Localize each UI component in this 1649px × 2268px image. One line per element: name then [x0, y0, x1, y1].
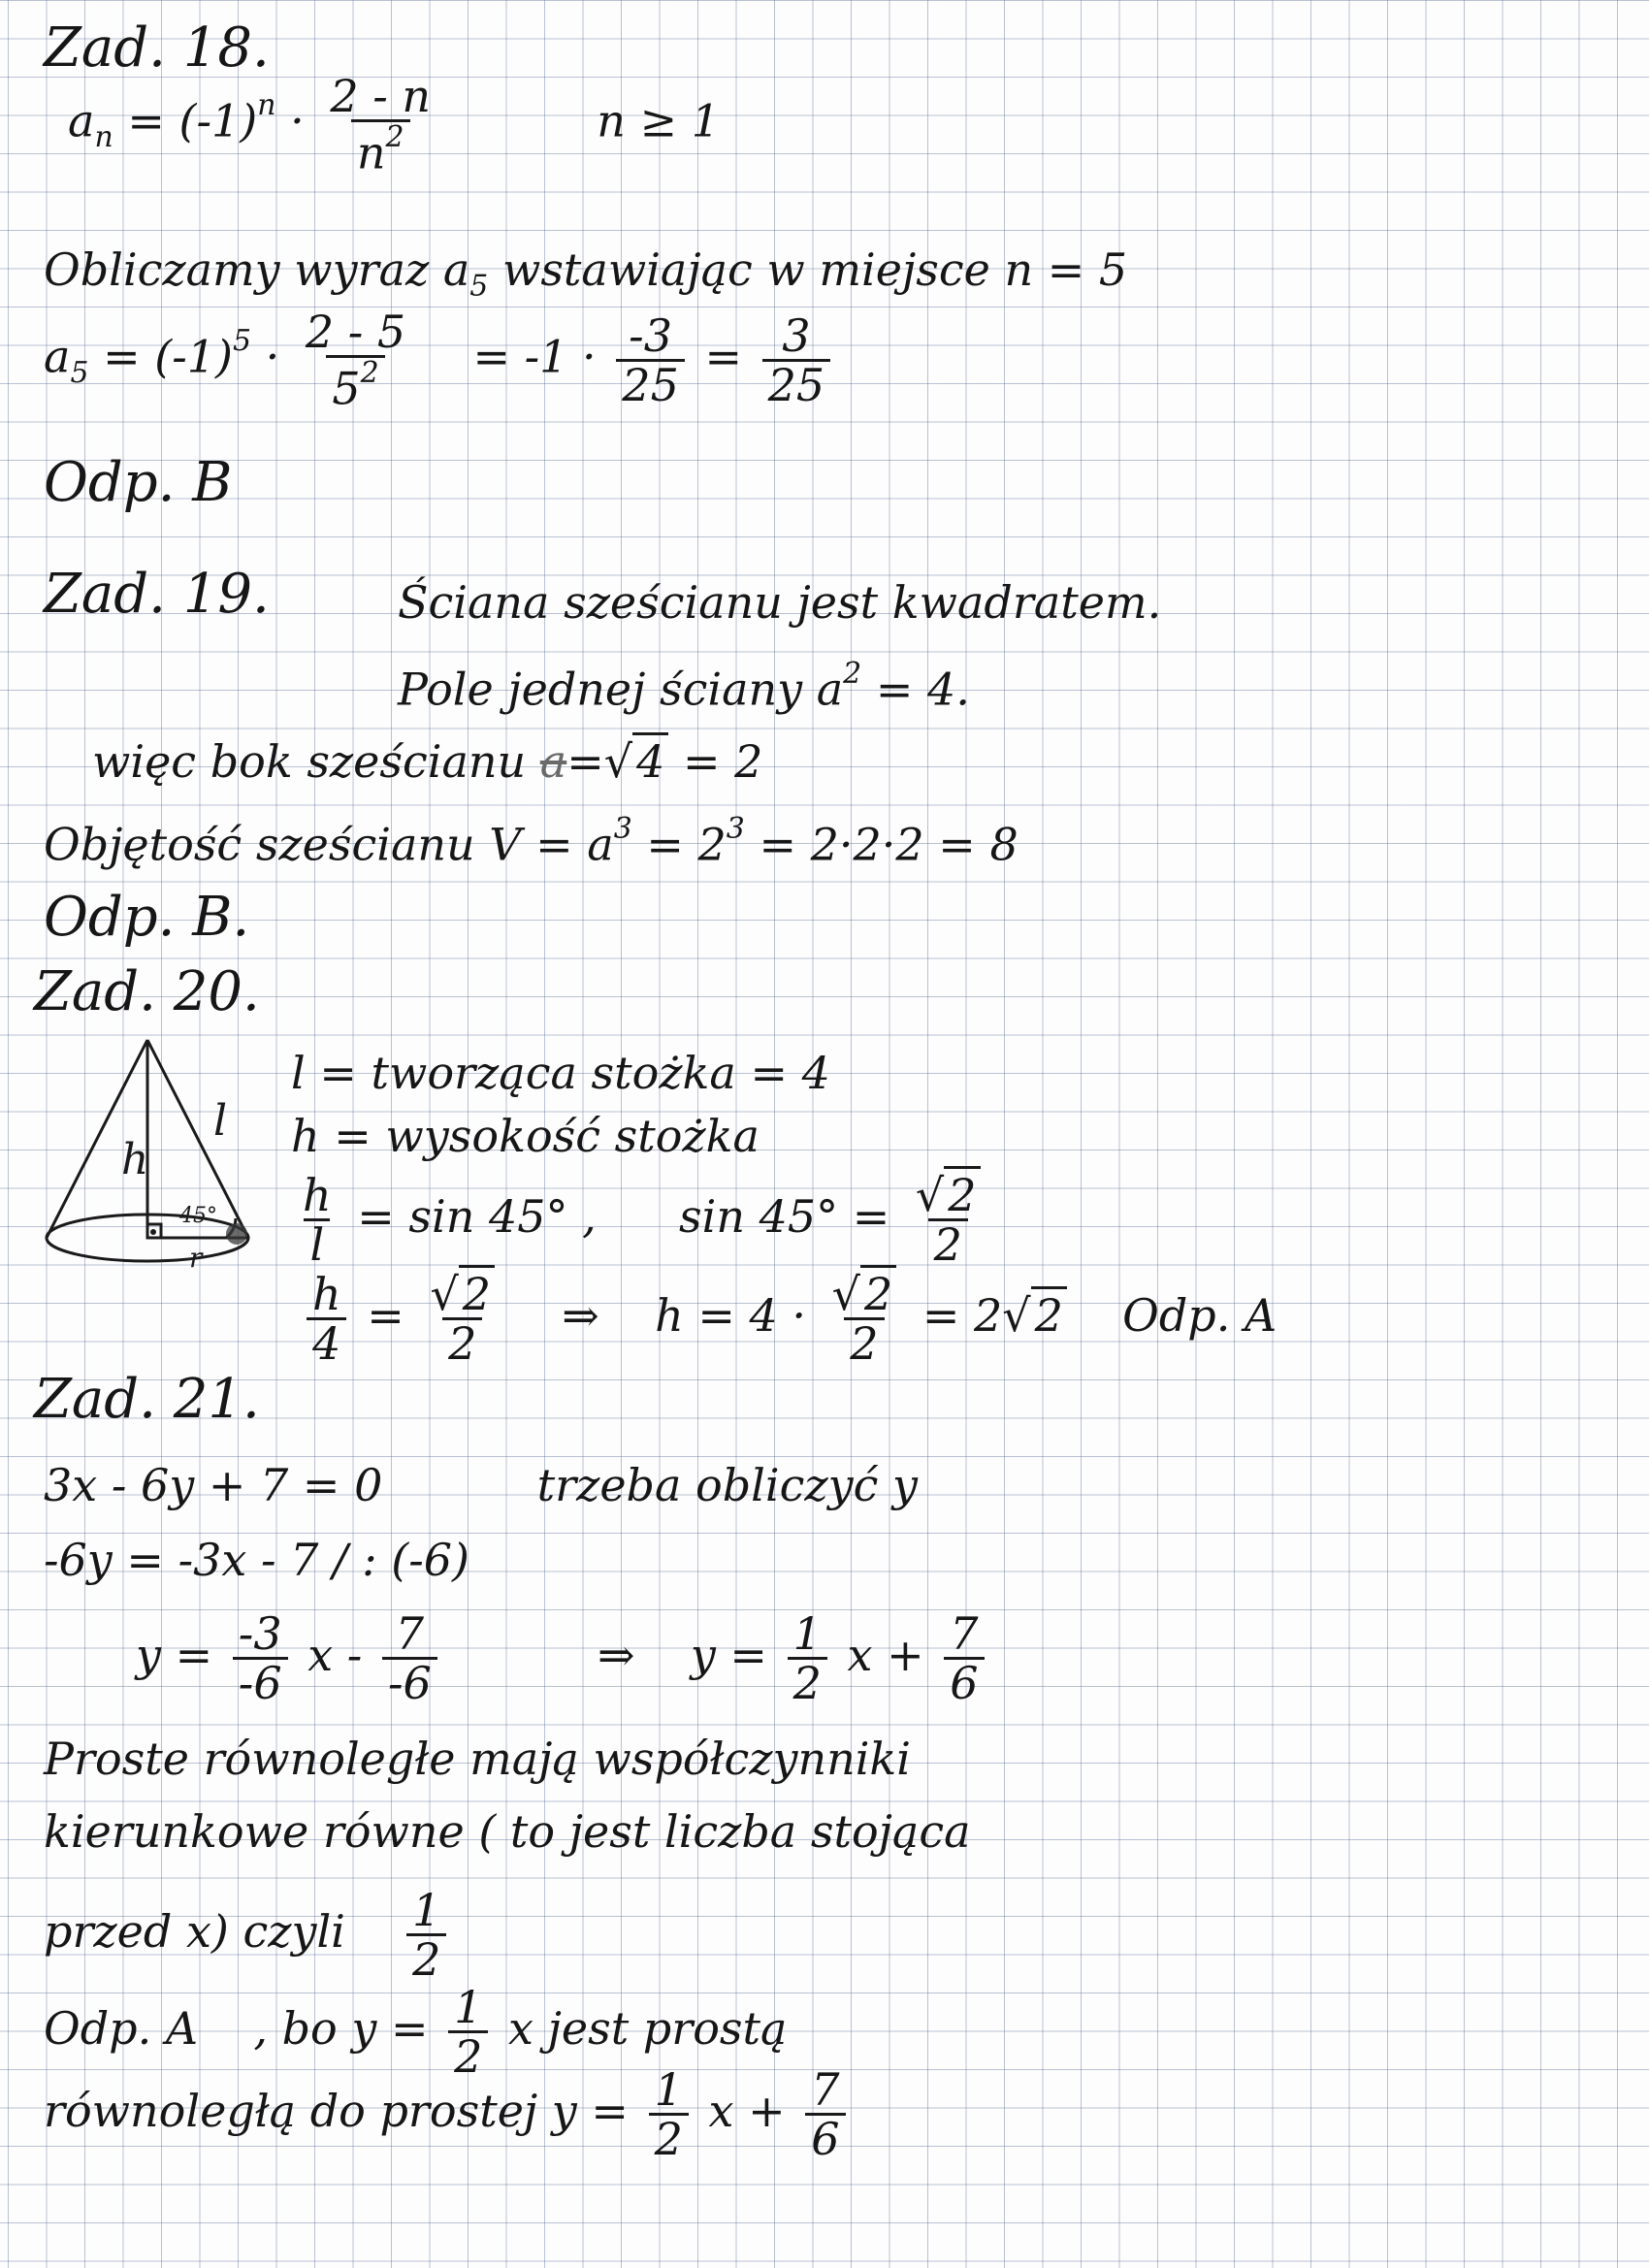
label-r: r — [189, 1242, 203, 1271]
task-21-step-2: -6y = -3x - 7 / : (-6) — [44, 1534, 469, 1586]
task-19-answer: Odp. B. — [44, 886, 250, 949]
task-18-explanation: Obliczamy wyraz $a_5$ wstawiając w miejsce n = 5 — [44, 243, 1128, 304]
task-21-heading: Zad. 21. — [34, 1368, 260, 1431]
task-18-answer: Odp. B — [44, 451, 233, 514]
cone-diagram — [29, 1028, 262, 1271]
sequence-condition: n ≥ 1 — [597, 94, 720, 147]
task-20-heading: Zad. 20. — [34, 960, 260, 1023]
task-21-answer: Odp. A , bo y = $\frac{1}{2}$ x jest prostą — [44, 1981, 788, 2084]
task-20-result: $\frac{h}{4}$ = $\frac{√2}{2}$ ⇒ h = 4 · $\frac{√2}{2}$ = 2√2 Odp. A — [301, 1271, 1277, 1368]
task-21-equation: 3x - 6y + 7 = 0 trzeba obliczyć y — [44, 1459, 918, 1511]
task-20-sin-ratio: $\frac{h}{l}$ = sin 45° , sin 45° = $\frac{√2}{2}$ — [291, 1172, 992, 1269]
task-18-calculation: $a_5 = (-1)^5$ · $\frac{2 - 5}{5^2}$ = -1 · $\frac{-3}{25}$ = $\frac{3}{25}$ — [44, 308, 836, 412]
task-19-line-4: Objętość sześcianu $V = a^3 = 2^3 = 2\cdot 2\cdot 2 = 8$ — [44, 812, 1018, 871]
label-angle: 45° — [179, 1204, 217, 1228]
sequence-fraction: $\frac{2 - n}{n^2}$ — [330, 70, 432, 179]
task-18-heading: Zad. 18. — [44, 16, 270, 80]
task-19-line-1: Ściana sześcianu jest kwadratem. — [398, 576, 1162, 629]
task-20-def-h: h = wysokość stożka — [291, 1110, 760, 1162]
sequence-formula: $a_n = (-1)^n$ · $\frac{2 - n}{n^2}$ n ≥ 1 — [68, 70, 720, 179]
label-l: l — [213, 1096, 228, 1146]
task-21-para-3: przed x) czyli $\frac{1}{2}$ — [44, 1887, 452, 1984]
task-19-line-3: więc bok sześcianu a=√4 = 2 — [92, 739, 762, 784]
angle-scribble — [226, 1223, 247, 1245]
task-21-last-line: równoległą do prostej y = $\frac{1}{2}$ x + $\frac{7}{6}$ — [44, 2066, 852, 2163]
task-20-def-l: l = tworząca stożka = 4 — [291, 1047, 830, 1099]
task-19-heading: Zad. 19. — [44, 563, 270, 626]
right-angle-dot — [150, 1229, 156, 1235]
task-21-para-1: Proste równoległe mają współczynniki — [44, 1733, 912, 1785]
task-21-para-2: kierunkowe równe ( to jest liczba stojąca — [44, 1805, 971, 1858]
label-h: h — [121, 1135, 149, 1184]
task-21-step-3: y = $\frac{-3}{-6}$ x - $\frac{7}{-6}$ ⇒ y = $\frac{1}{2}$ x + $\frac{7}{6}$ — [136, 1610, 990, 1707]
task-20-answer: Odp. A — [1122, 1288, 1277, 1342]
task-19-line-2: Pole jednej ściany $a^2 = 4$. — [398, 657, 970, 716]
